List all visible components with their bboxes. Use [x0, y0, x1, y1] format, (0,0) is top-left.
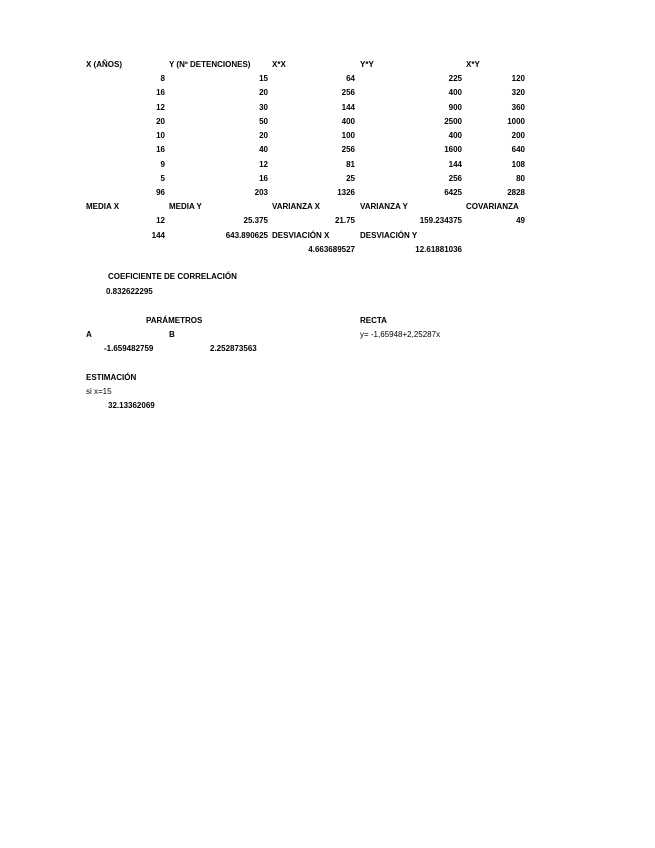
desviacion-x-value: 4.663689527 [308, 245, 355, 254]
cell-xy: 640 [511, 145, 525, 155]
sq-media-y: 643.890625 [225, 231, 268, 240]
cell-x: 16 [156, 145, 165, 155]
covarianza-value: 49 [516, 216, 525, 225]
sq-media-x: 144 [151, 231, 165, 240]
cell-yy: 1600 [444, 145, 462, 155]
cell-y: 20 [259, 131, 268, 140]
estimacion-value: 32.13362069 [108, 401, 155, 410]
param-b-label: B [169, 330, 175, 339]
header-y: Y (Nº DETENCIONES) [169, 60, 251, 69]
desviacion-y-value: 12.61881036 [415, 245, 462, 254]
cell-x: 20 [156, 116, 165, 126]
cell-xy: 200 [511, 131, 525, 140]
cell-yy: 256 [448, 173, 462, 183]
parametros-title: PARÁMETROS [146, 316, 203, 325]
cell-xx: 64 [346, 74, 355, 83]
cell-yy: 144 [448, 159, 462, 169]
total-y: 203 [254, 188, 268, 197]
recta-label: RECTA [360, 316, 387, 325]
cell-xx: 400 [341, 116, 355, 126]
covarianza-label: COVARIANZA [466, 202, 519, 211]
param-a-value: -1.659482759 [104, 344, 154, 353]
total-x: 96 [156, 188, 165, 197]
total-xy: 2828 [507, 188, 525, 197]
cell-xy: 1000 [507, 116, 525, 126]
media-x-value: 12 [156, 216, 165, 225]
cell-yy: 400 [448, 131, 462, 140]
cell-xy: 320 [511, 88, 525, 98]
cell-x: 8 [160, 74, 165, 83]
total-yy: 6425 [444, 188, 462, 197]
cell-xx: 256 [341, 88, 355, 98]
total-xx: 1326 [337, 188, 355, 197]
media-x-label: MEDIA X [86, 202, 120, 211]
cell-y: 30 [259, 102, 268, 112]
cell-xx: 25 [346, 173, 355, 183]
cell-y: 20 [259, 88, 268, 98]
media-y-value: 25.375 [243, 216, 268, 225]
cell-yy: 225 [448, 74, 462, 83]
cell-y: 12 [259, 159, 268, 169]
cell-y: 16 [259, 173, 268, 183]
cell-xx: 144 [341, 102, 355, 112]
cell-yy: 2500 [444, 116, 462, 126]
cell-y: 50 [259, 116, 268, 126]
cell-xy: 80 [516, 173, 525, 183]
header-x: X (AÑOS) [86, 60, 122, 69]
correlacion-label: COEFICIENTE DE CORRELACIÓN [108, 272, 237, 281]
cell-y: 15 [259, 74, 268, 83]
cell-xy: 108 [511, 159, 525, 169]
cell-x: 10 [156, 131, 165, 140]
estimacion-condition: si x=15 [86, 387, 112, 396]
desviacion-x-label: DESVIACIÓN X [272, 231, 330, 240]
cell-xx: 81 [346, 159, 355, 169]
cell-y: 40 [259, 145, 268, 155]
param-b-value: 2.252873563 [210, 344, 257, 353]
cell-yy: 400 [448, 88, 462, 98]
param-a-label: A [86, 330, 92, 339]
cell-xx: 256 [341, 145, 355, 155]
varianza-x-value: 21.75 [334, 216, 355, 225]
header-xx: X*X [272, 60, 286, 69]
header-xy: X*Y [466, 60, 480, 69]
cell-x: 9 [160, 159, 165, 169]
varianza-y-value: 159.234375 [419, 216, 462, 225]
media-y-label: MEDIA Y [169, 202, 202, 211]
varianza-x-label: VARIANZA X [272, 202, 320, 211]
cell-yy: 900 [448, 102, 462, 112]
varianza-y-label: VARIANZA Y [360, 202, 408, 211]
header-yy: Y*Y [360, 60, 374, 69]
cell-x: 5 [160, 173, 165, 183]
desviacion-y-label: DESVIACIÓN Y [360, 231, 418, 240]
estimacion-title: ESTIMACIÓN [86, 373, 137, 382]
correlacion-value: 0.832622295 [106, 287, 153, 296]
cell-x: 16 [156, 88, 165, 98]
cell-xy: 120 [511, 74, 525, 83]
recta-equation: y= -1,65948+2,25287x [360, 330, 441, 339]
cell-xx: 100 [341, 131, 355, 140]
cell-x: 12 [156, 102, 165, 112]
cell-xy: 360 [511, 102, 525, 112]
